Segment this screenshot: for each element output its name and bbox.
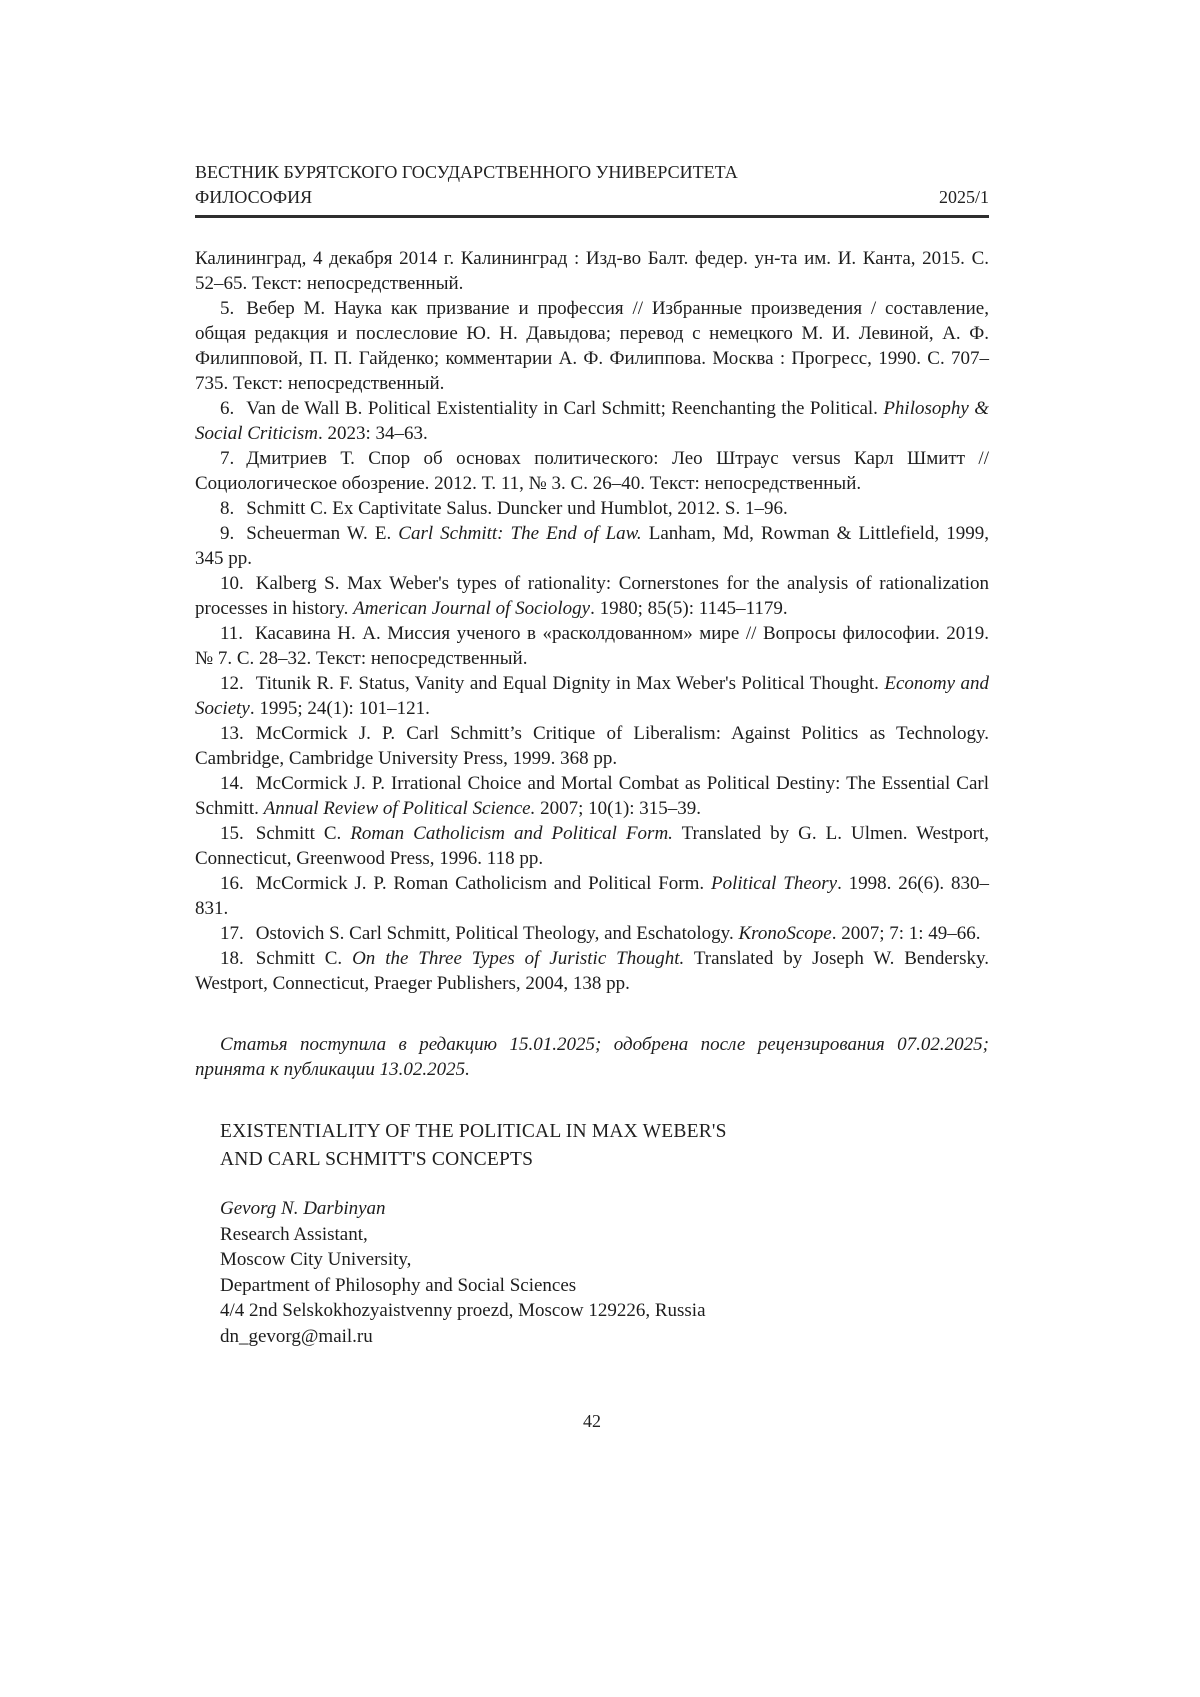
author-affiliation: Moscow City University, (220, 1249, 412, 1270)
journal-issue: 2025/1 (938, 187, 989, 207)
reference-number: 9. (220, 523, 235, 544)
journal-header (195, 160, 989, 218)
reference-item-13 (195, 721, 989, 771)
reference-item-18 (195, 946, 989, 996)
reference-item-16 (195, 871, 989, 921)
reference-number: 10. (220, 573, 244, 594)
reference-continuation: Калининград, 4 декабря 2014 г. Калининград : Изд-во Балт. федер. ун-та им. И. Канта, 2015. С. 52–65. Текст: непосредственный. (195, 248, 989, 294)
reference-text: McCormick J. P. Roman Catholicism and Political Form. Political Theory. 1998. 26(6). 830–831. (195, 873, 989, 919)
author-position: Research Assistant, (220, 1223, 368, 1245)
reference-number: 12. (220, 673, 244, 694)
reference-text: Schmitt C. Roman Catholicism and Political Form. Translated by G. L. Ulmen. Westport, Connecticut, Greenwood Press, 1996. 118 pp. (195, 823, 989, 869)
author-email: dn_gevorg@mail.ru (220, 1325, 373, 1347)
reference-item-10 (195, 571, 989, 621)
reference-item-15 (195, 821, 989, 871)
reference-number: 11. (220, 623, 244, 644)
reference-text: Schmitt C. On the Three Types of Juristic Thought. Translated by Joseph W. Bendersky. Westport, Connecticut, Praeger Publishers, 2004, 138 pp. (195, 948, 989, 994)
journal-title: ВЕСТНИК БУРЯТСКОГО ГОСУДАРСТВЕННОГО УНИВЕРСИТЕТА (195, 162, 738, 182)
reference-text: Касавина Н. А. Миссия ученого в «расколдованном» мире // Вопросы философии. 2019. № 7. С. 28–32. Текст: непосредственный. (195, 623, 989, 669)
reference-text: Дмитриев Т. Спор об основах политического: Лео Штраус versus Карл Шмитт // Социологическое обозрение. 2012. Т. 11, № 3. С. 26–40. Текст: непосредственный. (195, 448, 989, 494)
header-divider (195, 215, 989, 218)
reference-text: Ostovich S. Carl Schmitt, Political Theology, and Eschatology. KronoScope. 2007; 7: 1: 49–66. (255, 923, 981, 944)
reference-text: Van de Wall B. Political Existentiality in Carl Schmitt; Reenchanting the Political. Philosophy & Social Criticism. 2023: 34–63. (195, 398, 989, 444)
reference-text: McCormick J. P. Irrational Choice and Mortal Combat as Political Destiny: The Essential Carl Schmitt. Annual Review of Political Science. 2007; 10(1): 315–39. (195, 773, 989, 819)
reference-item-12 (195, 671, 989, 721)
page-number: 42 (583, 1411, 601, 1431)
reference-text: Titunik R. F. Status, Vanity and Equal Dignity in Max Weber's Political Thought. Economy and Society. 1995; 24(1): 101–121. (195, 673, 989, 719)
reference-number: 5. (220, 298, 235, 319)
reference-number: 15. (220, 823, 244, 844)
reference-text: McCormick J. P. Carl Schmitt’s Critique of Liberalism: Against Politics as Technology. Cambridge, Cambridge University Press, 1999. 368 pp. (195, 723, 989, 769)
reference-item-9 (195, 521, 989, 571)
reference-item-6 (195, 396, 989, 446)
author-block (195, 1196, 989, 1349)
reference-text: Kalberg S. Max Weber's types of rationality: Cornerstones for the analysis of rationalization processes in history. American Journal of Sociology. 1980; 85(5): 1145–1179. (195, 573, 989, 619)
reference-number: 7. (220, 448, 235, 469)
english-title (195, 1118, 989, 1174)
author-department: Department of Philosophy and Social Sciences (220, 1274, 577, 1296)
reference-number: 14. (220, 773, 244, 794)
reference-text: Schmitt C. Ex Captivitate Salus. Duncker und Humblot, 2012. S. 1–96. (246, 498, 788, 519)
submission-note: Статья поступила в редакцию 15.01.2025; одобрена после рецензирования 07.02.2025; принята к публикации 13.02.2025. (195, 1034, 989, 1080)
reference-item-14 (195, 771, 989, 821)
references-list (195, 246, 989, 996)
page-content (195, 0, 989, 1432)
reference-number: 8. (220, 498, 235, 519)
author-name: Gevorg N. Darbinyan (220, 1198, 386, 1219)
journal-header-row (195, 185, 989, 210)
reference-item-11 (195, 621, 989, 671)
reference-number: 17. (220, 923, 244, 944)
reference-text: Вебер М. Наука как призвание и профессия // Избранные произведения / составление, общая редакция и послесловие Ю. Н. Давыдова; перевод с немецкого М. И. Левиной, А. Ф. Филипповой, П. П. Гайденко; комментарии А. Ф. Филиппова. Москва : Прогресс, 1990. С. 707–735. Текст: непосредственный. (195, 298, 989, 394)
journal-section: ФИЛОСОФИЯ (195, 187, 313, 207)
english-title-line2: AND CARL SCHMITT'S CONCEPTS (220, 1149, 534, 1170)
reference-number: 6. (220, 398, 235, 419)
reference-number: 16. (220, 873, 244, 894)
author-address: 4/4 2nd Selskokhozyaistvenny proezd, Moscow 129226, Russia (220, 1300, 706, 1321)
reference-item-5 (195, 296, 989, 396)
reference-item-7 (195, 446, 989, 496)
reference-number: 18. (220, 948, 244, 969)
reference-text: Scheuerman W. E. Carl Schmitt: The End of Law. Lanham, Md, Rowman & Littlefield, 1999, 345 pp. (195, 523, 989, 569)
english-title-line1: EXISTENTIALITY OF THE POLITICAL IN MAX WEBER'S (220, 1121, 727, 1142)
reference-number: 13. (220, 723, 244, 744)
reference-item-17 (195, 921, 989, 946)
reference-item-8 (195, 496, 989, 521)
